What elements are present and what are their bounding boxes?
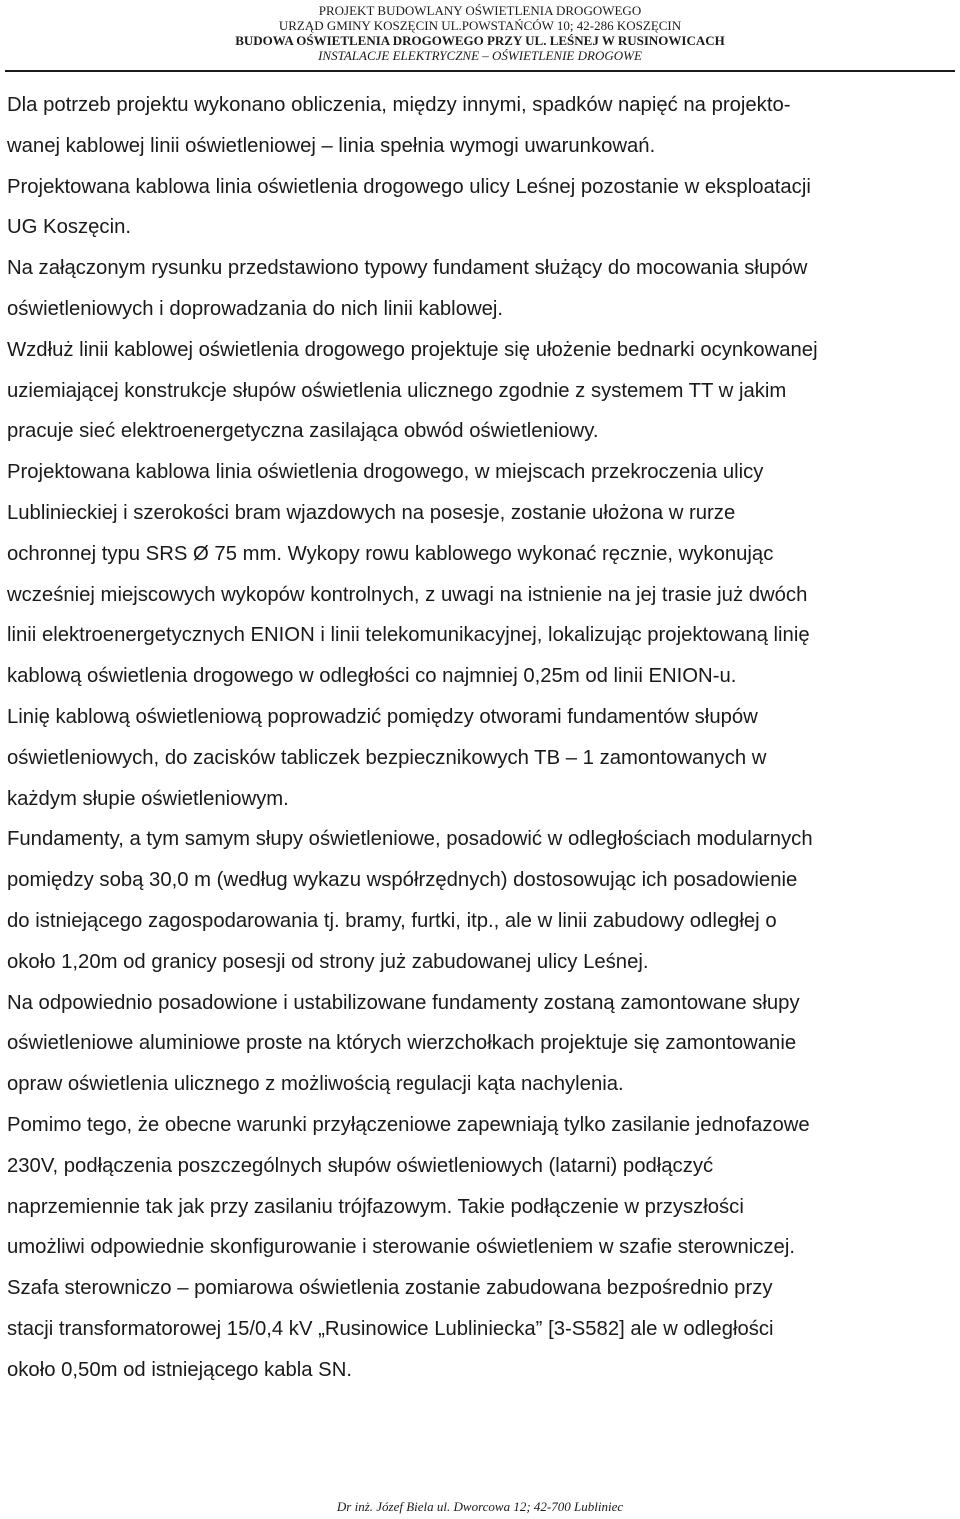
body-line: Na odpowiednio posadowione i ustabilizowane fundamenty zostaną zamontowane słupy (7, 991, 800, 1014)
header-project-title: PROJEKT BUDOWLANY OŚWIETLENIA DROGOWEGO (318, 3, 642, 18)
body-line: uziemiającej konstrukcje słupów oświetlenia ulicznego zgodnie z systemem TT w jakim (7, 379, 787, 402)
body-line: linii elektroenergetycznych ENION i linii telekomunikacyjnej, lokalizując projektowaną linię (7, 624, 810, 647)
header-discipline: INSTALACJE ELEKTRYCZNE – OŚWIETLENIE DROGOWE (318, 48, 642, 63)
body-line: naprzemiennie tak jak przy zasilaniu trójfazowym. Takie podłączenie w przyszłości (7, 1195, 744, 1218)
body-line: 230V, podłączenia poszczególnych słupów oświetleniowych (latarni) podłączyć (7, 1154, 714, 1177)
header-project-name: BUDOWA OŚWIETLENIA DROGOWEGO PRZY UL. LEŚNEJ W RUSINOWICACH (235, 33, 725, 48)
body-line: Projektowana kablowa linia oświetlenia drogowego ulicy Leśnej pozostanie w eksploatacji (7, 175, 811, 198)
body-line: UG Koszęcin. (7, 216, 131, 239)
body-line: Linię kablową oświetleniową poprowadzić pomiędzy otworami fundamentów słupów (7, 705, 758, 728)
header-investor: URZĄD GMINY KOSZĘCIN UL.POWSTAŃCÓW 10; 42-286 KOSZĘCIN (278, 18, 682, 33)
body-line: każdym słupie oświetleniowym. (7, 787, 289, 810)
body-line: wanej kablowej linii oświetleniowej – linia spełnia wymogi uwarunkowań. (7, 134, 656, 157)
document-body (7, 85, 953, 1391)
body-line: ochronnej typu SRS Ø 75 mm. Wykopy rowu kablowego wykonać ręcznie, wykonując (7, 542, 774, 565)
body-line: Szafa sterowniczo – pomiarowa oświetlenia zostanie zabudowana bezpośrednio przy (7, 1277, 773, 1300)
body-line: wcześniej miejscowych wykopów kontrolnych, z uwagi na istnienie na jej trasie już dwóch (7, 583, 808, 606)
header-divider (5, 70, 955, 72)
body-line: około 0,50m od istniejącego kabla SN. (7, 1358, 352, 1381)
body-line: stacji transformatorowej 15/0,4 kV „Rusinowice Lubliniecka” [3-S582] ale w odległości (7, 1317, 774, 1340)
body-line: Wzdłuż linii kablowej oświetlenia drogowego projektuje się ułożenie bednarki ocynkowanej (7, 338, 818, 361)
body-line: oświetleniowych, do zacisków tabliczek bezpiecznikowych TB – 1 zamontowanych w (7, 746, 767, 769)
page-footer: Dr inż. Józef Biela ul. Dworcowa 12; 42-700 Lubliniec (336, 1499, 624, 1514)
body-line: pracuje sieć elektroenergetyczna zasilająca obwód oświetleniowy. (7, 420, 599, 443)
body-line: około 1,20m od granicy posesji od strony już zabudowanej ulicy Leśnej. (7, 950, 649, 973)
body-line: oświetleniowe aluminiowe proste na których wierzchołkach projektuje się zamontowanie (7, 1032, 797, 1055)
body-line: oświetleniowych i doprowadzania do nich linii kablowej. (7, 297, 504, 320)
body-line: opraw oświetlenia ulicznego z możliwością regulacji kąta nachylenia. (7, 1073, 624, 1096)
body-line: do istniejącego zagospodarowania tj. bramy, furtki, itp., ale w linii zabudowy odległej o (7, 909, 777, 932)
body-line: Dla potrzeb projektu wykonano obliczenia, między innymi, spadków napięć na projekto- (7, 94, 791, 116)
body-line: Fundamenty, a tym samym słupy oświetleniowe, posadowić w odległościach modularnych (7, 828, 813, 851)
body-line: kablową oświetlenia drogowego w odległości co najmniej 0,25m od linii ENION-u. (7, 665, 737, 688)
body-line: Lublinieckiej i szerokości bram wjazdowych na posesje, zostanie ułożona w rurze (7, 501, 736, 524)
page-header (0, 3, 960, 63)
body-line: Na załączonym rysunku przedstawiono typowy fundament służący do mocowania słupów (7, 257, 808, 280)
body-line: pomiędzy sobą 30,0 m (według wykazu współrzędnych) dostosowując ich posadowienie (7, 869, 798, 892)
body-line: Projektowana kablowa linia oświetlenia drogowego, w miejscach przekroczenia ulicy (7, 461, 764, 484)
body-line: Pomimo tego, że obecne warunki przyłączeniowe zapewniają tylko zasilanie jednofazowe (7, 1113, 810, 1136)
body-line: umożliwi odpowiednie skonfigurowanie i sterowanie oświetleniem w szafie sterowniczej. (7, 1236, 795, 1259)
